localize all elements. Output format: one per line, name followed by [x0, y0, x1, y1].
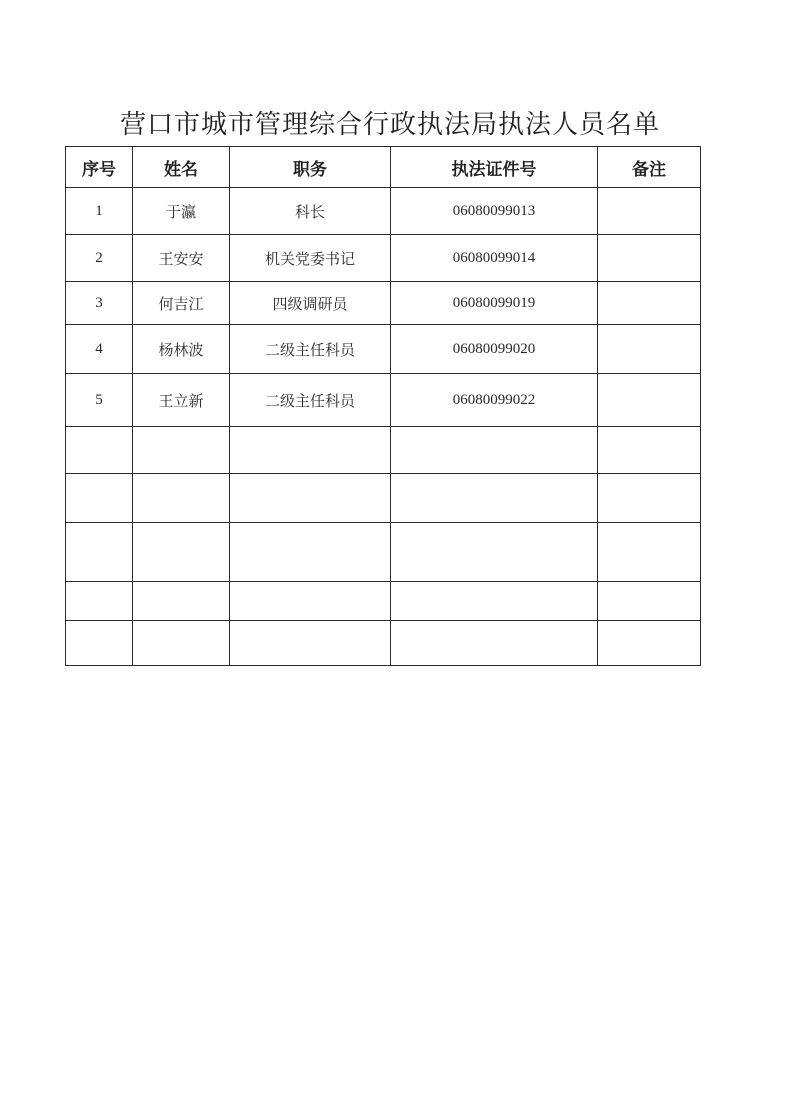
cell-serial: 5: [66, 374, 133, 427]
cell-remarks: [598, 282, 701, 325]
table-row: [66, 325, 701, 374]
cell-cert-number: 06080099019: [391, 282, 598, 325]
empty-cell: [391, 523, 598, 582]
empty-table-row: [66, 582, 701, 621]
empty-cell: [598, 523, 701, 582]
cell-name: 王立新: [133, 374, 230, 427]
header-name: 姓名: [133, 147, 230, 188]
empty-cell: [230, 427, 391, 474]
cell-position: 机关党委书记: [230, 235, 391, 282]
empty-cell: [133, 523, 230, 582]
table-row: [66, 374, 701, 427]
empty-cell: [66, 523, 133, 582]
empty-cell: [133, 474, 230, 523]
empty-cell: [598, 621, 701, 666]
cell-cert-number: 06080099020: [391, 325, 598, 374]
empty-cell: [230, 582, 391, 621]
cell-position: 二级主任科员: [230, 374, 391, 427]
empty-cell: [598, 427, 701, 474]
empty-cell: [66, 474, 133, 523]
cell-name: 于瀛: [133, 188, 230, 235]
empty-cell: [391, 582, 598, 621]
table-row: [66, 282, 701, 325]
empty-cell: [230, 523, 391, 582]
personnel-table: [65, 146, 701, 666]
empty-table-row: [66, 427, 701, 474]
table-header-row: [66, 147, 701, 188]
cell-remarks: [598, 188, 701, 235]
cell-position: 科长: [230, 188, 391, 235]
cell-serial: 4: [66, 325, 133, 374]
empty-table-row: [66, 523, 701, 582]
cell-serial: 3: [66, 282, 133, 325]
empty-cell: [133, 582, 230, 621]
empty-table-row: [66, 474, 701, 523]
cell-cert-number: 06080099013: [391, 188, 598, 235]
empty-cell: [66, 427, 133, 474]
empty-cell: [391, 427, 598, 474]
empty-cell: [133, 427, 230, 474]
empty-cell: [391, 474, 598, 523]
cell-remarks: [598, 374, 701, 427]
cell-position: 四级调研员: [230, 282, 391, 325]
empty-cell: [230, 474, 391, 523]
cell-name: 王安安: [133, 235, 230, 282]
header-cert-number: 执法证件号: [391, 147, 598, 188]
cell-serial: 1: [66, 188, 133, 235]
cell-name: 杨林波: [133, 325, 230, 374]
header-position: 职务: [230, 147, 391, 188]
cell-cert-number: 06080099014: [391, 235, 598, 282]
cell-remarks: [598, 325, 701, 374]
empty-cell: [66, 582, 133, 621]
empty-cell: [133, 621, 230, 666]
empty-cell: [230, 621, 391, 666]
document-title: 营口市城市管理综合行政执法局执法人员名单: [119, 110, 660, 140]
table-row: [66, 188, 701, 235]
empty-cell: [66, 621, 133, 666]
header-serial: 序号: [66, 147, 133, 188]
table-row: [66, 235, 701, 282]
cell-position: 二级主任科员: [230, 325, 391, 374]
empty-table-row: [66, 621, 701, 666]
empty-cell: [391, 621, 598, 666]
cell-name: 何吉江: [133, 282, 230, 325]
header-remarks: 备注: [598, 147, 701, 188]
empty-cell: [598, 582, 701, 621]
cell-remarks: [598, 235, 701, 282]
cell-serial: 2: [66, 235, 133, 282]
empty-cell: [598, 474, 701, 523]
cell-cert-number: 06080099022: [391, 374, 598, 427]
